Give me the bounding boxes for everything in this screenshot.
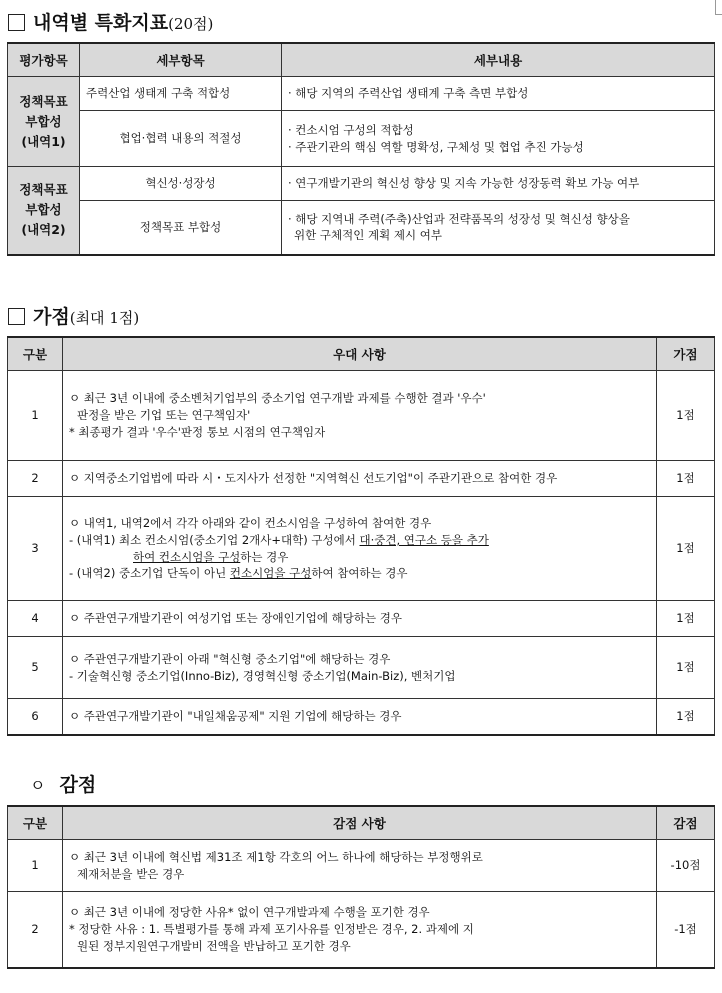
detail-item: 정책목표 부합성 xyxy=(80,201,282,255)
table-row xyxy=(8,637,715,699)
row-content: ㅇ 지역중소기업법에 따라 시・도지사가 선정한 "지역혁신 선도기업"이 주관기관으로 참여한 경우 xyxy=(63,461,657,497)
row-score: 1점 xyxy=(657,601,715,637)
group-label: 정책목표 부합성 (내역1) xyxy=(8,77,80,167)
header-no: 구분 xyxy=(8,337,63,371)
table-row xyxy=(8,167,715,201)
row-no: 1 xyxy=(8,371,63,461)
checkbox-square-icon xyxy=(8,308,25,325)
section3-heading xyxy=(8,770,96,797)
section1-title: 내역별 특화지표 xyxy=(33,12,169,34)
table-row xyxy=(8,497,715,601)
penalty-table xyxy=(7,805,715,969)
header-bonus: 가점 xyxy=(657,337,715,371)
detail-item: 주력산업 생태계 구축 적합성 xyxy=(80,77,282,111)
bullet-circle-icon: ㅇ xyxy=(30,776,46,795)
table-row xyxy=(8,77,715,111)
row-score: 1점 xyxy=(657,637,715,699)
row-content: ㅇ 내역1, 내역2에서 각각 아래와 같이 컨소시엄을 구성하여 참여한 경우 - (내역1) 최소 컨소시엄(중소기업 2개사+대학) 구성에서 대·중견, 연구소 등을 추가 하여 컨소시엄을 구성하는 경우 - (내역2) 중소기업 단독이 아닌 컨소시엄을 구성하여 참여하는 경우 xyxy=(63,497,657,601)
row-score: 1점 xyxy=(657,497,715,601)
row-no: 1 xyxy=(8,840,63,892)
row-score: 1점 xyxy=(657,371,715,461)
detail-item: 협업·협력 내용의 적절성 xyxy=(80,111,282,167)
row-no: 3 xyxy=(8,497,63,601)
section2-title: 가점 xyxy=(33,306,70,328)
section3-title: 감점 xyxy=(59,774,97,796)
row-content: ㅇ 주관연구개발기관이 아래 "혁신형 중소기업"에 해당하는 경우 - 기술혁신형 중소기업(Inno-Biz), 경영혁신형 중소기업(Main-Biz), 벤처기업 xyxy=(63,637,657,699)
detail-item: 혁신성·성장성 xyxy=(80,167,282,201)
row-score: 1점 xyxy=(657,699,715,735)
window-corner xyxy=(715,0,722,15)
table-row xyxy=(8,699,715,735)
table-row xyxy=(8,892,715,968)
header-penalty: 감점 사항 xyxy=(63,806,657,840)
header-eval-item: 평가항목 xyxy=(8,43,80,77)
group-label: 정책목표 부합성 (내역2) xyxy=(8,167,80,255)
section2-heading xyxy=(8,302,139,329)
detail-content: · 연구개발기관의 혁신성 향상 및 지속 가능한 성장동력 확보 가능 여부 xyxy=(282,167,715,201)
specialized-indicator-table xyxy=(7,42,715,256)
header-deduction: 감점 xyxy=(657,806,715,840)
table-row xyxy=(8,201,715,255)
bonus-points-table xyxy=(7,336,715,736)
header-no: 구분 xyxy=(8,806,63,840)
detail-content: · 해당 지역내 주력(주축)산업과 전략품목의 성장성 및 혁신성 향상을 위한 구체적인 계획 제시 여부 xyxy=(282,201,715,255)
row-content: ㅇ 최근 3년 이내에 혁신법 제31조 제1항 각호의 어느 하나에 해당하는 부정행위로 제재처분을 받은 경우 xyxy=(63,840,657,892)
header-detail-item: 세부항목 xyxy=(80,43,282,77)
row-no: 2 xyxy=(8,892,63,968)
row-content: ㅇ 주관연구개발기관이 여성기업 또는 장애인기업에 해당하는 경우 xyxy=(63,601,657,637)
row-content: ㅇ 최근 3년 이내에 중소벤처기업부의 중소기업 연구개발 과제를 수행한 결과 '우수' 판정을 받은 기업 또는 연구책임자' * 최종평가 결과 '우수'판정 통보 시점의 연구책임자 xyxy=(63,371,657,461)
header-preference: 우대 사항 xyxy=(63,337,657,371)
table-row xyxy=(8,840,715,892)
table-row xyxy=(8,371,715,461)
section2-sub: (최대 1점) xyxy=(69,309,140,327)
row-score: -1점 xyxy=(657,892,715,968)
row-no: 4 xyxy=(8,601,63,637)
header-detail-content: 세부내용 xyxy=(282,43,715,77)
table-row xyxy=(8,111,715,167)
detail-content: · 컨소시엄 구성의 적합성 · 주관기관의 핵심 역할 명확성, 구체성 및 협업 추진 가능성 xyxy=(282,111,715,167)
row-content: ㅇ 주관연구개발기관이 "내일채움공제" 지원 기업에 해당하는 경우 xyxy=(63,699,657,735)
table-row xyxy=(8,461,715,497)
table-row xyxy=(8,601,715,637)
section1-points: (20점) xyxy=(168,15,214,33)
row-no: 5 xyxy=(8,637,63,699)
row-no: 6 xyxy=(8,699,63,735)
row-content: ㅇ 최근 3년 이내에 정당한 사유* 없이 연구개발과제 수행을 포기한 경우 * 정당한 사유 : 1. 특별평가를 통해 과제 포기사유를 인정받은 경우, 2. 과제에 지 원된 정부지원연구개발비 전액을 반납하고 포기한 경우 xyxy=(63,892,657,968)
row-no: 2 xyxy=(8,461,63,497)
detail-content: · 해당 지역의 주력산업 생태계 구축 측면 부합성 xyxy=(282,77,715,111)
row-score: 1점 xyxy=(657,461,715,497)
row-score: -10점 xyxy=(657,840,715,892)
section1-heading xyxy=(8,8,213,35)
checkbox-square-icon xyxy=(8,14,25,31)
